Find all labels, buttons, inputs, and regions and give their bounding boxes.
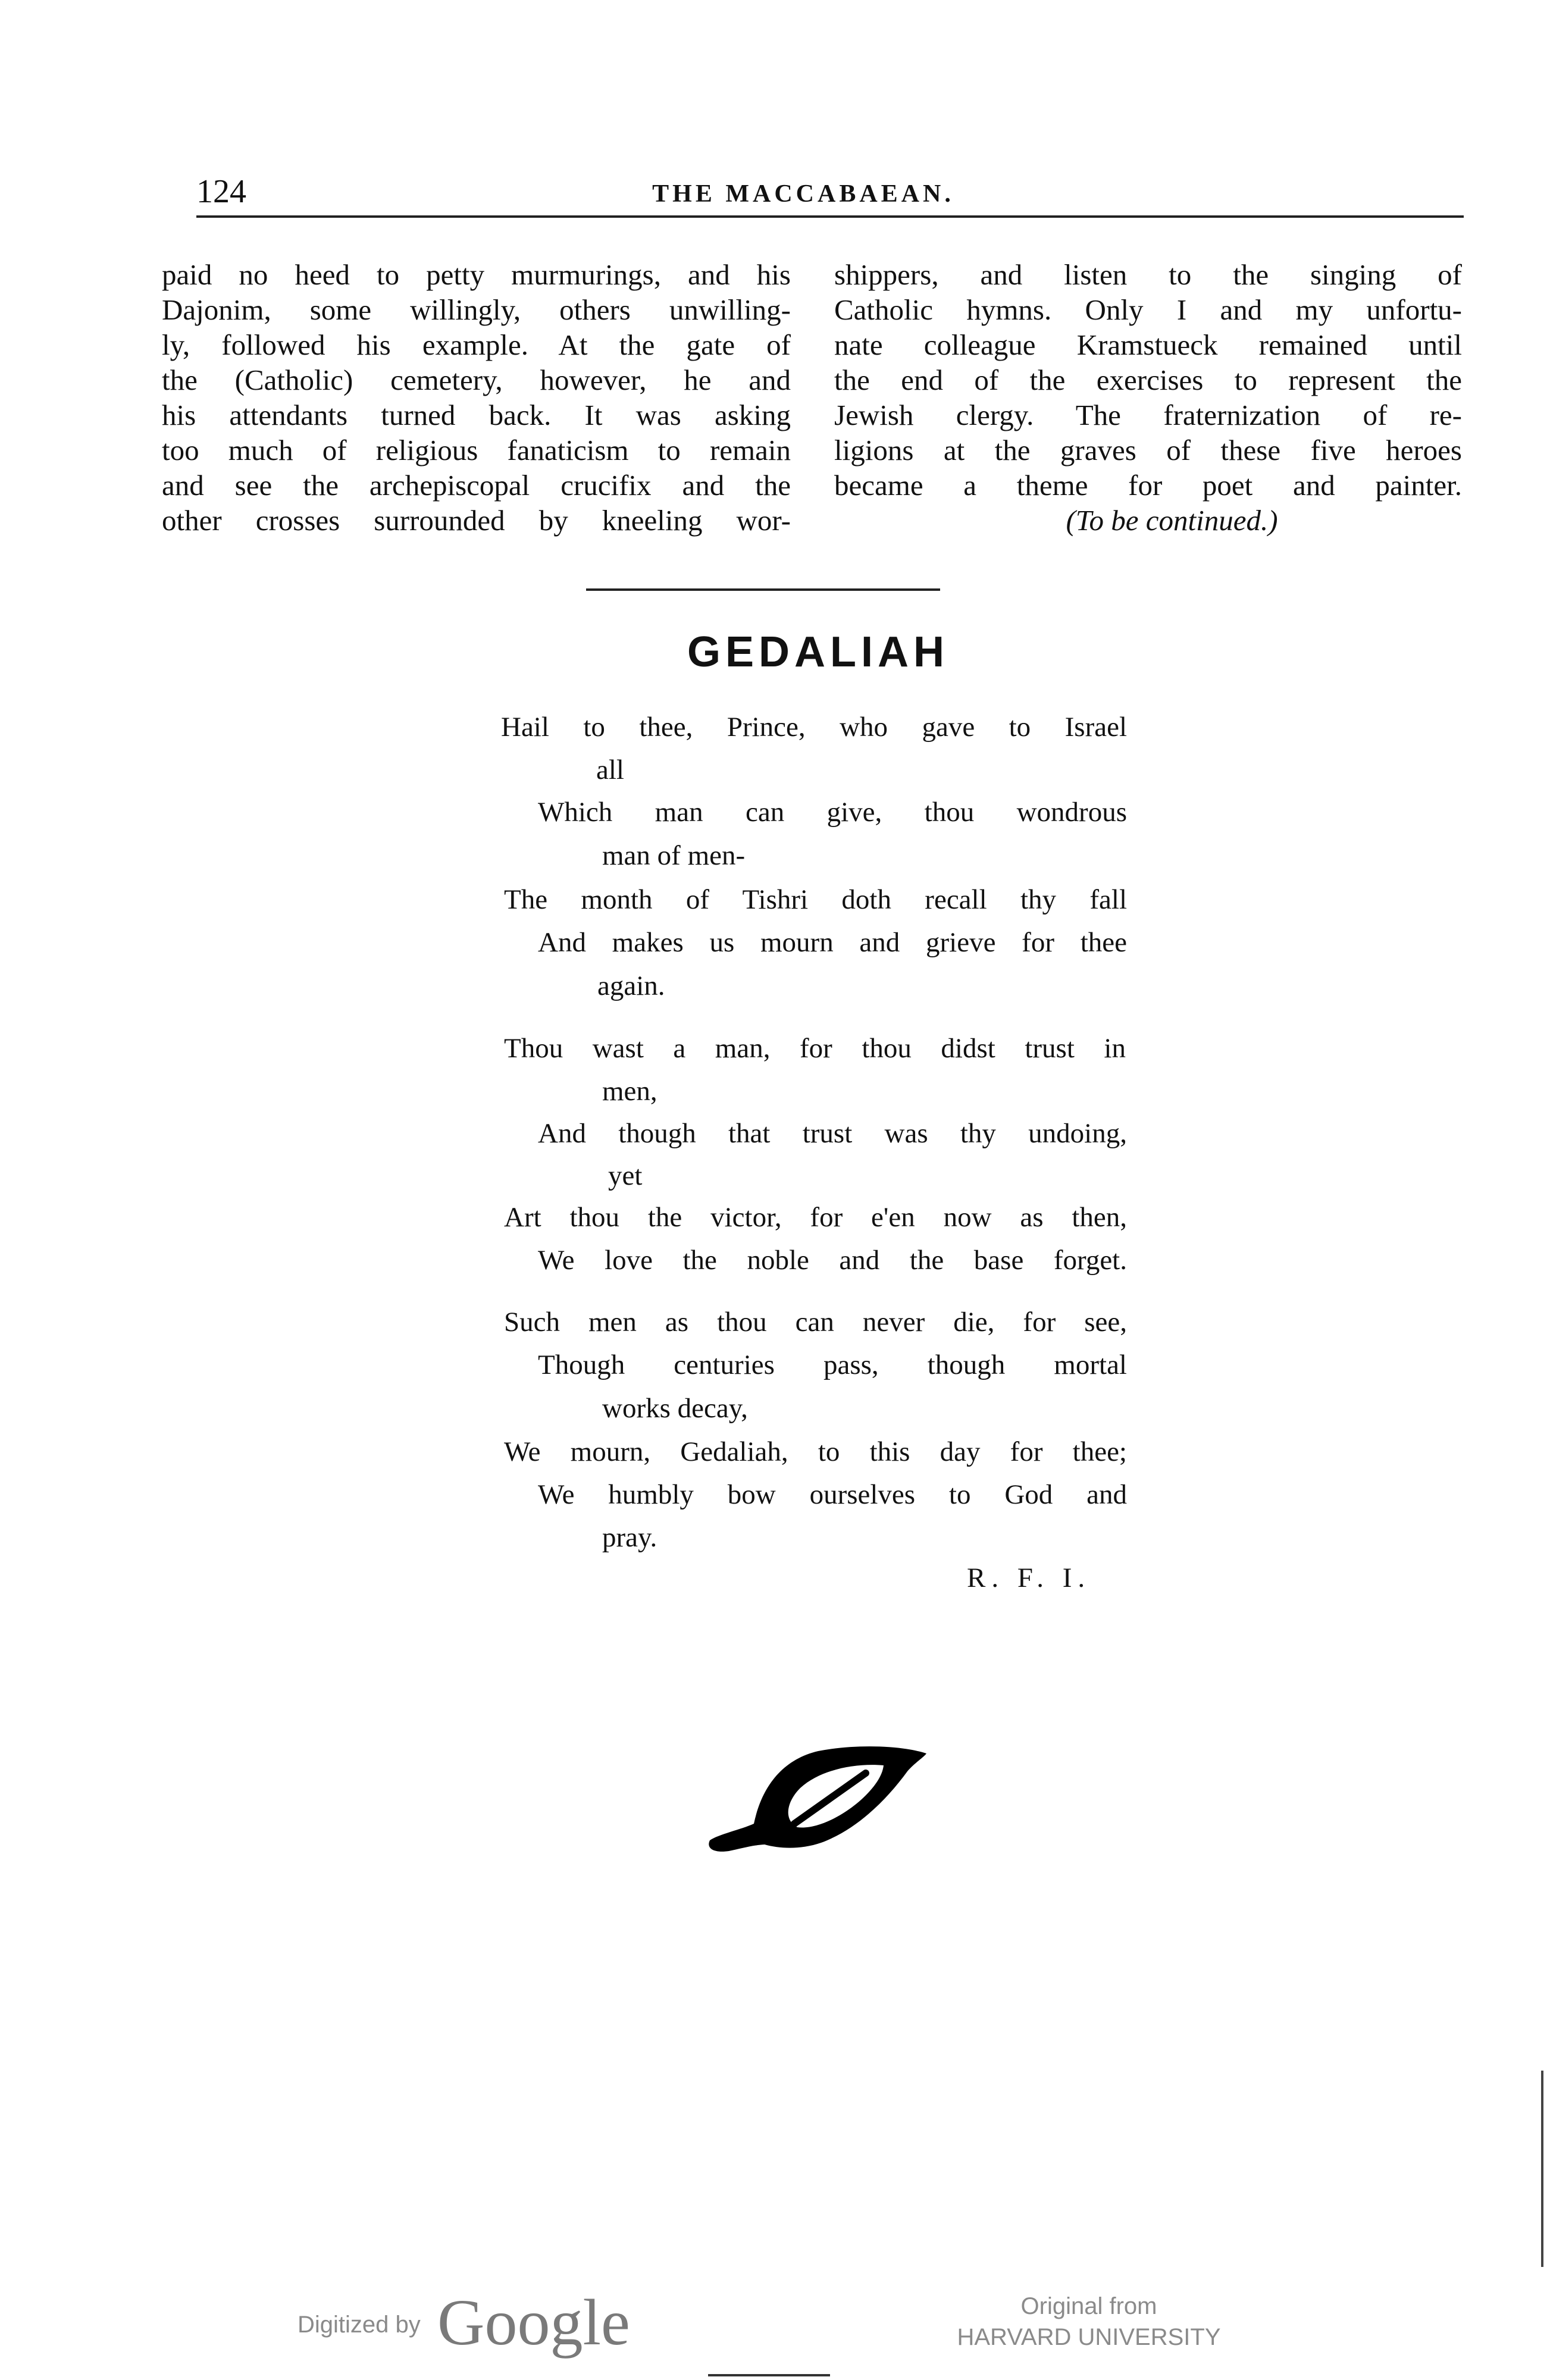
poem-line: Art thou the victor, for e'en now as then, [504,1202,1127,1233]
poem-title: GEDALIAH [687,628,949,676]
running-head: THE MACCABAEAN. [652,180,954,208]
institution-label: HARVARD UNIVERSITY [957,2324,1221,2350]
poem-line: The month of Tishri doth recall thy fall [504,884,1127,915]
text-line: became a theme for poet and painter. [834,469,1462,502]
text-line: paid no heed to petty murmurings, and his [162,258,791,291]
text-line: other crosses surrounded by kneeling wor- [162,504,791,537]
poem-line: Such men as thou can never die, for see, [504,1307,1127,1338]
text-line: shippers, and listen to the singing of [834,258,1462,291]
leaf-ornament-icon [705,1740,931,1862]
poem-signature: R. F. I. [967,1562,1091,1593]
poem-line: pray. [602,1522,657,1553]
poem-line: man of men- [602,840,746,871]
google-logo: Google [437,2286,630,2359]
text-line: the (Catholic) cemetery, however, he and [162,364,791,396]
article-left-column [162,257,791,538]
text-line: too much of religious fanaticism to remain [162,434,791,466]
poem-line: And though that trust was thy undoing, [538,1118,1127,1149]
poem-line: Thou wast a man, for thou didst trust in [504,1033,1126,1064]
text-line: and see the archepiscopal crucifix and the [162,469,791,502]
text-line: the end of the exercises to represent the [834,364,1462,396]
text-line: ligions at the graves of these five heroes [834,434,1462,466]
poem-line: Though centuries pass, though mortal [538,1349,1127,1380]
digitized-by-label: Digitized by [298,2312,421,2338]
text-line: ly, followed his example. At the gate of [162,328,791,361]
poem-line: works decay, [602,1393,748,1424]
section-divider [586,588,940,591]
original-from-label: Original from [1020,2293,1157,2319]
poem-line: again. [597,970,665,1001]
poem-line: men, [602,1076,657,1107]
text-line: Catholic hymns. Only I and my unfortu- [834,293,1462,326]
text-line: Jewish clergy. The fraternization of re- [834,399,1462,431]
page-edge-mark [1541,2071,1543,2267]
poem-line: yet [608,1160,643,1191]
text-line: his attendants turned back. It was asking [162,399,791,431]
text-line: nate colleague Kramstueck remained until [834,328,1462,361]
poem-line: We mourn, Gedaliah, to this day for thee; [504,1436,1127,1467]
bottom-rule [708,2374,830,2376]
poem-line: Hail to thee, Prince, who gave to Israel [501,712,1127,743]
page-number: 124 [196,173,246,210]
header-rule [196,215,1464,218]
article-right-column [834,257,1462,538]
poem-line: We humbly bow ourselves to God and [538,1479,1127,1510]
to-be-continued: (To be continued.) [1066,504,1278,537]
text-line: Dajonim, some willingly, others unwilling- [162,293,791,326]
provenance-note [940,2291,1238,2353]
poem-line: all [596,754,624,785]
poem-line: We love the noble and the base forget. [538,1245,1127,1276]
poem-line: And makes us mourn and grieve for thee [538,927,1127,958]
poem-line: Which man can give, thou wondrous [538,797,1127,828]
